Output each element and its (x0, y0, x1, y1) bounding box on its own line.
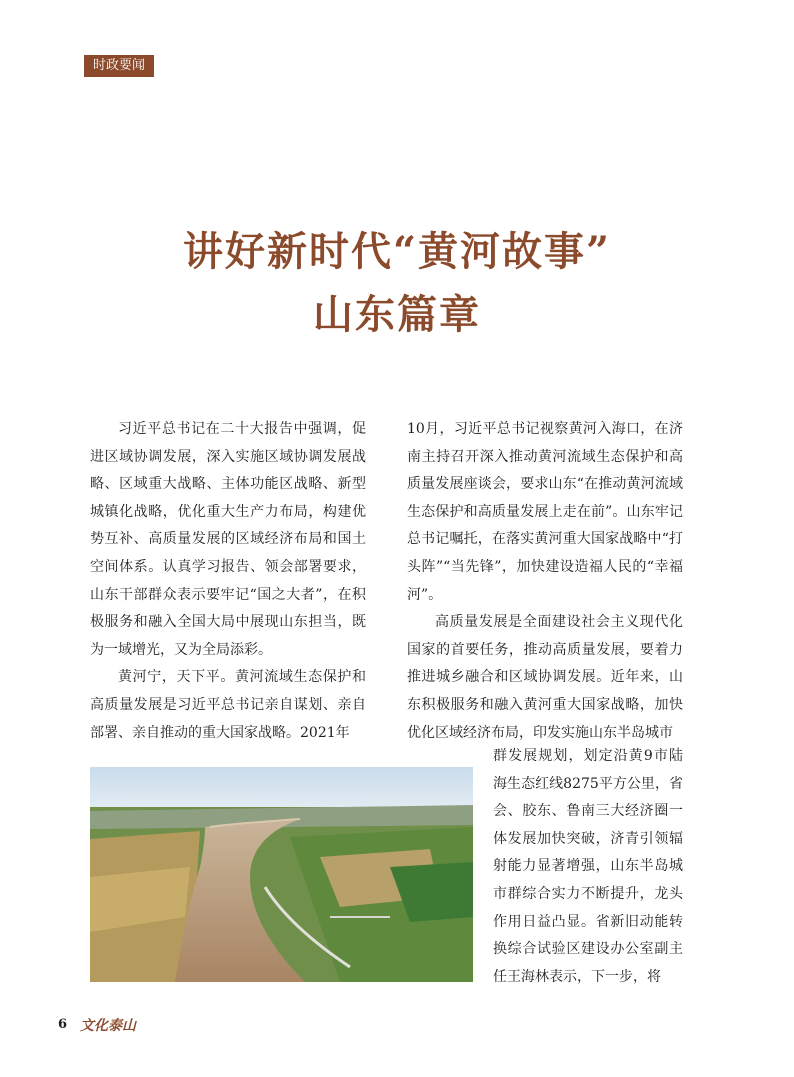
paragraph-2-continued: 10月，习近平总书记视察黄河入海口，在济南主持召开深入推动黄河流域生态保护和高质量发展座谈会，要求山东“在推动黄河流域生态保护和高质量发展上走在前”。山东牢记总书记嘱托，在落实黄河重大国家战略中“打头阵”“当先锋”，加快建设造福人民的“幸福河”。 (407, 421, 683, 603)
paragraph-2: 黄河宁，天下平。黄河流域生态保护和高质量发展是习近平总书记亲自谋划、亲自部署、亲自推动的重大国家战略。2021年 (90, 669, 366, 741)
paragraph-3: 高质量发展是全面建设社会主义现代化国家的首要任务，推动高质量发展，要着力推进城乡融合和区域协调发展。近年来，山东积极服务和融入黄河重大国家战略，加快优化区域经济布局，印发实施山东半岛城市 (407, 614, 683, 741)
article-title-line2: 山东篇章 (313, 291, 481, 338)
left-column (90, 416, 366, 747)
right-column (407, 416, 683, 747)
article-title-line1: 讲好新时代“黄河故事” (182, 228, 611, 275)
magazine-logo: 文化泰山 (80, 1018, 136, 1034)
section-tag: 时政要闻 (84, 55, 154, 77)
paragraph-3-continued: 群发展规划，划定沿黄9市陆海生态红线8275平方公里，省会、胶东、鲁南三大经济圈一体发展加快突破，济青引领辐射能力显著增强，山东半岛城市群综合实力不断提升，龙头作用日益凸显。省新旧动能转换综合试验区建设办公室副主任王海林表示，下一步，将 (493, 748, 683, 985)
page-number: 6 (58, 1017, 68, 1032)
paragraph-1: 习近平总书记在二十大报告中强调，促进区域协调发展，深入实施区域协调发展战略、区域重大战略、主体功能区战略、新型城镇化战略，优化重大生产力布局，构建优势互补、高质量发展的区域经济布局和国土空间体系。认真学习报告、领会部署要求，山东干部群众表示要牢记“国之大者”，在积极服务和融入全国大局中展现山东担当，既为一域增光，又为全局添彩。 (90, 421, 366, 658)
right-column-wrap (493, 743, 683, 991)
yellow-river-aerial-photo (90, 767, 473, 982)
